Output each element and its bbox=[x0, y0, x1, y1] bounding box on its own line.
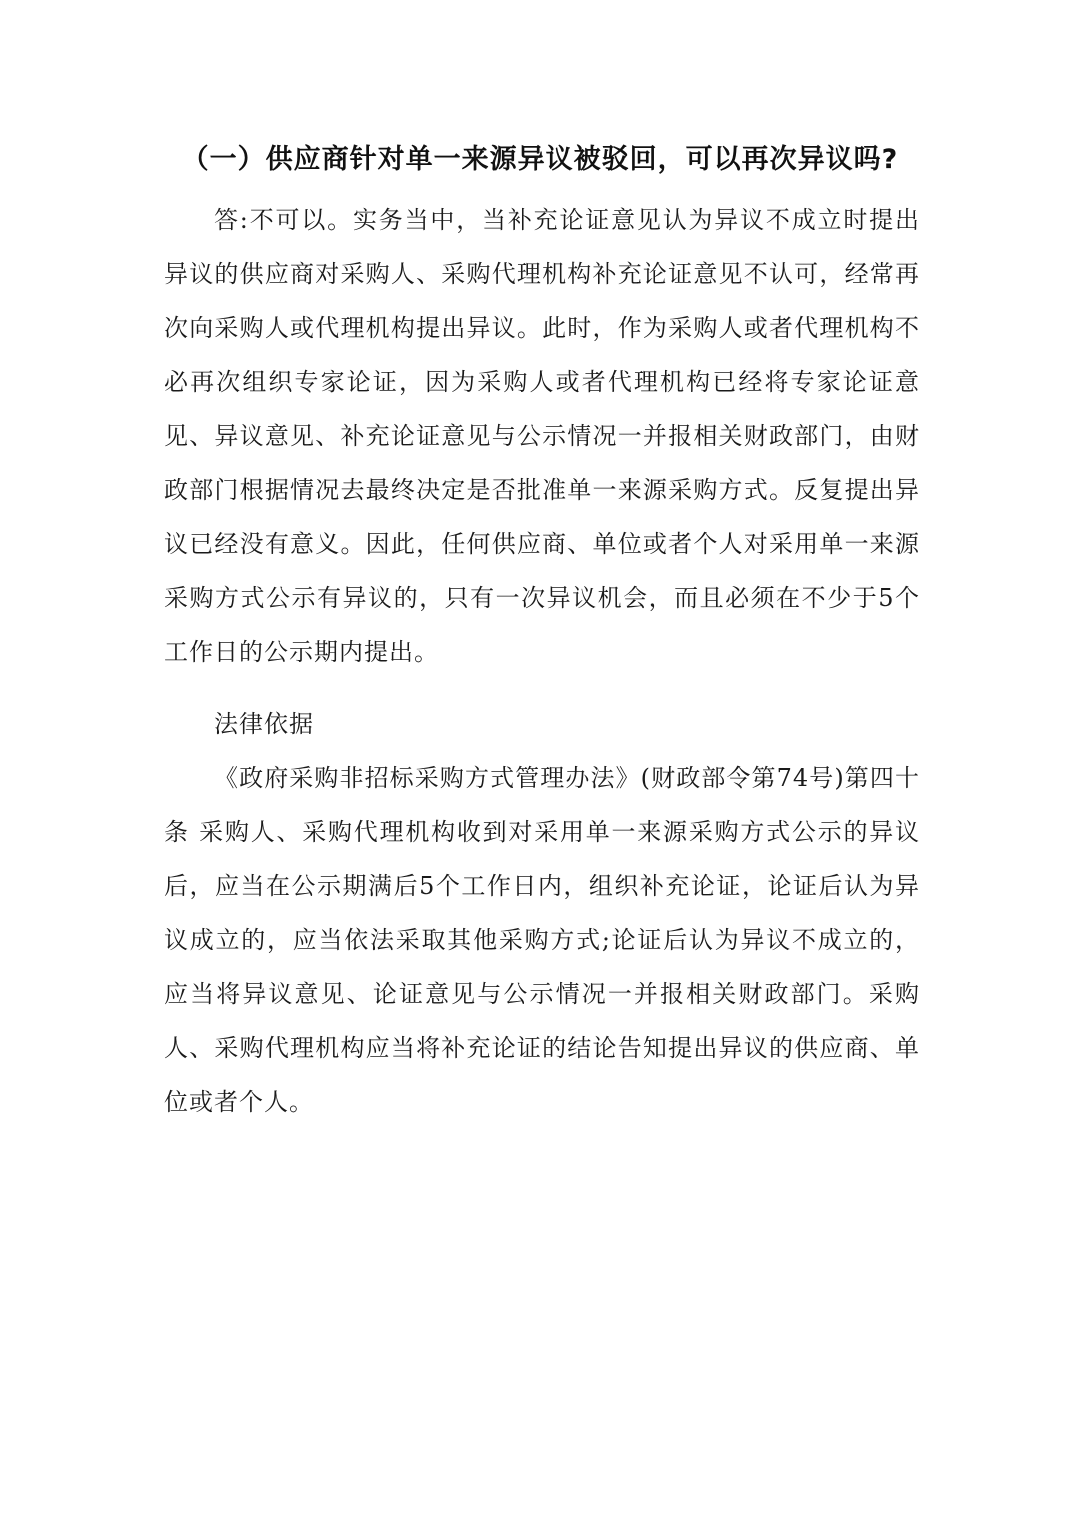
legal-basis-paragraph: 《政府采购非招标采购方式管理办法》(财政部令第74号)第四十条 采购人、采购代理机构收到对采用单一来源采购方式公示的异议后，应当在公示期满后5个工作日内，组织补充论证，论证后认为异议成立的，应当依法采取其他采购方式;论证后认为异议不成立的，应当将异议意见、论证意见与公示情况一并报相关财政部门。采购人、采购代理机构应当将补充论证的结论告知提出异议的供应商、单位或者个人。 bbox=[164, 764, 920, 1116]
answer-paragraph: 答:不可以。实务当中，当补充论证意见认为异议不成立时提出异议的供应商对采购人、采购代理机构补充论证意见不认可，经常再次向采购人或代理机构提出异议。此时，作为采购人或者代理机构不必再次组织专家论证，因为采购人或者代理机构已经将专家论证意见、异议意见、补充论证意见与公示情况一并报相关财政部门，由财政部门根据情况去最终决定是否批准单一来源采购方式。反复提出异议已经没有意义。因此，任何供应商、单位或者个人对采用单一来源采购方式公示有异议的，只有一次异议机会，而且必须在不少于5个工作日的公示期内提出。 bbox=[164, 206, 920, 666]
legal-basis-section bbox=[164, 697, 920, 1129]
document-title: （一）供应商针对单一来源异议被驳回，可以再次异议吗? bbox=[181, 144, 899, 175]
legal-basis-heading: 法律依据 bbox=[214, 710, 314, 738]
answer-section bbox=[164, 193, 920, 679]
